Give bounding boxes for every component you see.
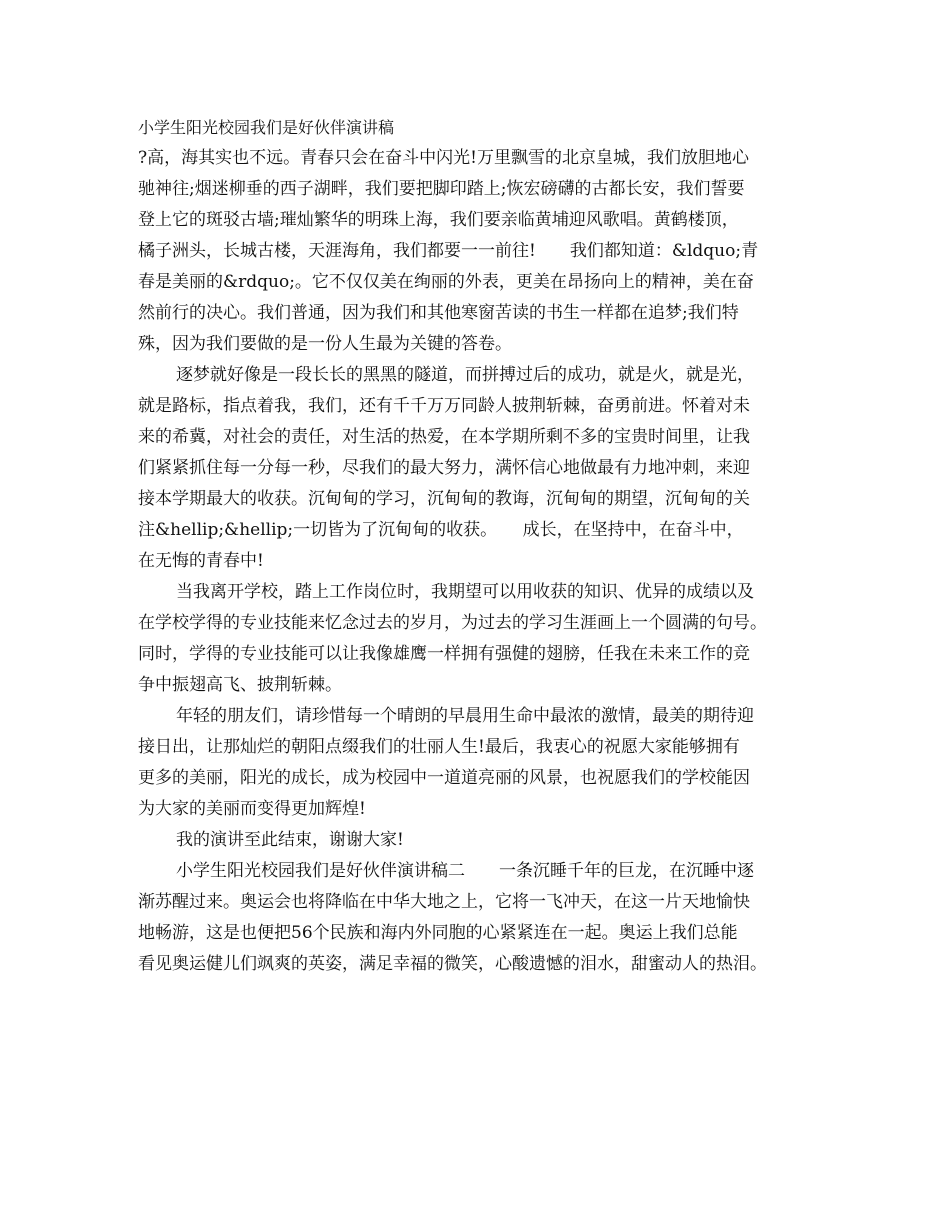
text-line: 就是路标，指点着我，我们，还有千千万万同龄人披荆斩棘，奋勇前进。怀着对未 xyxy=(138,396,750,416)
text-line: 在无悔的青春中! xyxy=(138,551,264,571)
paragraph-start-line: 我的演讲至此结束，谢谢大家! xyxy=(176,830,404,850)
text-line: 渐苏醒过来。奥运会也将降临在中华大地之上，它将一飞冲天，在这一片天地愉快 xyxy=(138,892,750,912)
text-line: 们紧紧抓住每一分每一秒，尽我们的最大努力，满怀信心地做最有力地冲刺，来迎 xyxy=(138,458,750,478)
text-line: 同时，学得的专业技能可以让我像雄鹰一样拥有强健的翅膀，任我在未来工作的竞 xyxy=(138,644,750,664)
text-line: 然前行的决心。我们普通，因为我们和其他寒窗苦读的书生一样都在追梦;我们特 xyxy=(138,303,739,323)
text-line: 更多的美丽，阳光的成长，成为校园中一道道亮丽的风景，也祝愿我们的学校能因 xyxy=(138,768,750,788)
paragraph-start-line: 小学生阳光校园我们是好伙伴演讲稿二 一条沉睡千年的巨龙，在沉睡中逐 xyxy=(176,861,754,881)
text-line: 殊，因为我们要做的是一份人生最为关键的答卷。 xyxy=(138,334,512,354)
document-title: 小学生阳光校园我们是好伙伴演讲稿 xyxy=(138,118,395,137)
text-line: 注&hellip;&hellip;一切皆为了沉甸甸的收获。 成长，在坚持中，在奋斗中， xyxy=(138,520,744,540)
text-line: 争中振翅高飞、披荆斩棘。 xyxy=(138,675,342,695)
text-line: 看见奥运健儿们飒爽的英姿，满足幸福的微笑，心酸遗憾的泪水，甜蜜动人的热泪。 xyxy=(138,954,767,974)
paragraph-start-line: 当我离开学校，踏上工作岗位时，我期望可以用收获的知识、优异的成绩以及 xyxy=(176,582,754,602)
text-line: 来的希冀，对社会的责任，对生活的热爱，在本学期所剩不多的宝贵时间里，让我 xyxy=(138,427,750,447)
text-line: 登上它的斑驳古墙;璀灿繁华的明珠上海，我们要亲临黄埔迎风歌唱。黄鹤楼顶， xyxy=(138,210,739,230)
paragraph-start-line: 年轻的朋友们，请珍惜每一个晴朗的早晨用生命中最浓的激情，最美的期待迎 xyxy=(176,706,754,726)
text-line: 接本学期最大的收获。沉甸甸的学习，沉甸甸的教诲，沉甸甸的期望，沉甸甸的关 xyxy=(138,489,750,509)
text-line: 春是美丽的&rdquo;。它不仅仅美在绚丽的外表，更美在昂扬向上的精神，美在奋 xyxy=(138,272,754,292)
text-line: 接日出，让那灿烂的朝阳点缀我们的壮丽人生!最后，我衷心的祝愿大家能够拥有 xyxy=(138,737,740,757)
text-line: ?高，海其实也不远。青春只会在奋斗中闪光!万里飘雪的北京皇城，我们放胆地心 xyxy=(138,148,749,168)
text-line: 橘子洲头，长城古楼，天涯海角，我们都要一一前往! 我们都知道：&ldquo;青 xyxy=(138,241,759,261)
text-line: 地畅游，这是也便把56个民族和海内外同胞的心紧紧连在一起。奥运上我们总能 xyxy=(138,923,738,943)
text-line: 驰神往;烟迷柳垂的西子湖畔，我们要把脚印踏上;恢宏磅礴的古都长安，我们誓要 xyxy=(138,179,745,199)
text-line: 在学校学得的专业技能来忆念过去的岁月，为过去的学习生涯画上一个圆满的句号。 xyxy=(138,613,767,633)
paragraph-start-line: 逐梦就好像是一段长长的黑黑的隧道，而拼搏过后的成功，就是火，就是光， xyxy=(176,365,754,385)
text-line: 为大家的美丽而变得更加辉煌! xyxy=(138,799,366,819)
